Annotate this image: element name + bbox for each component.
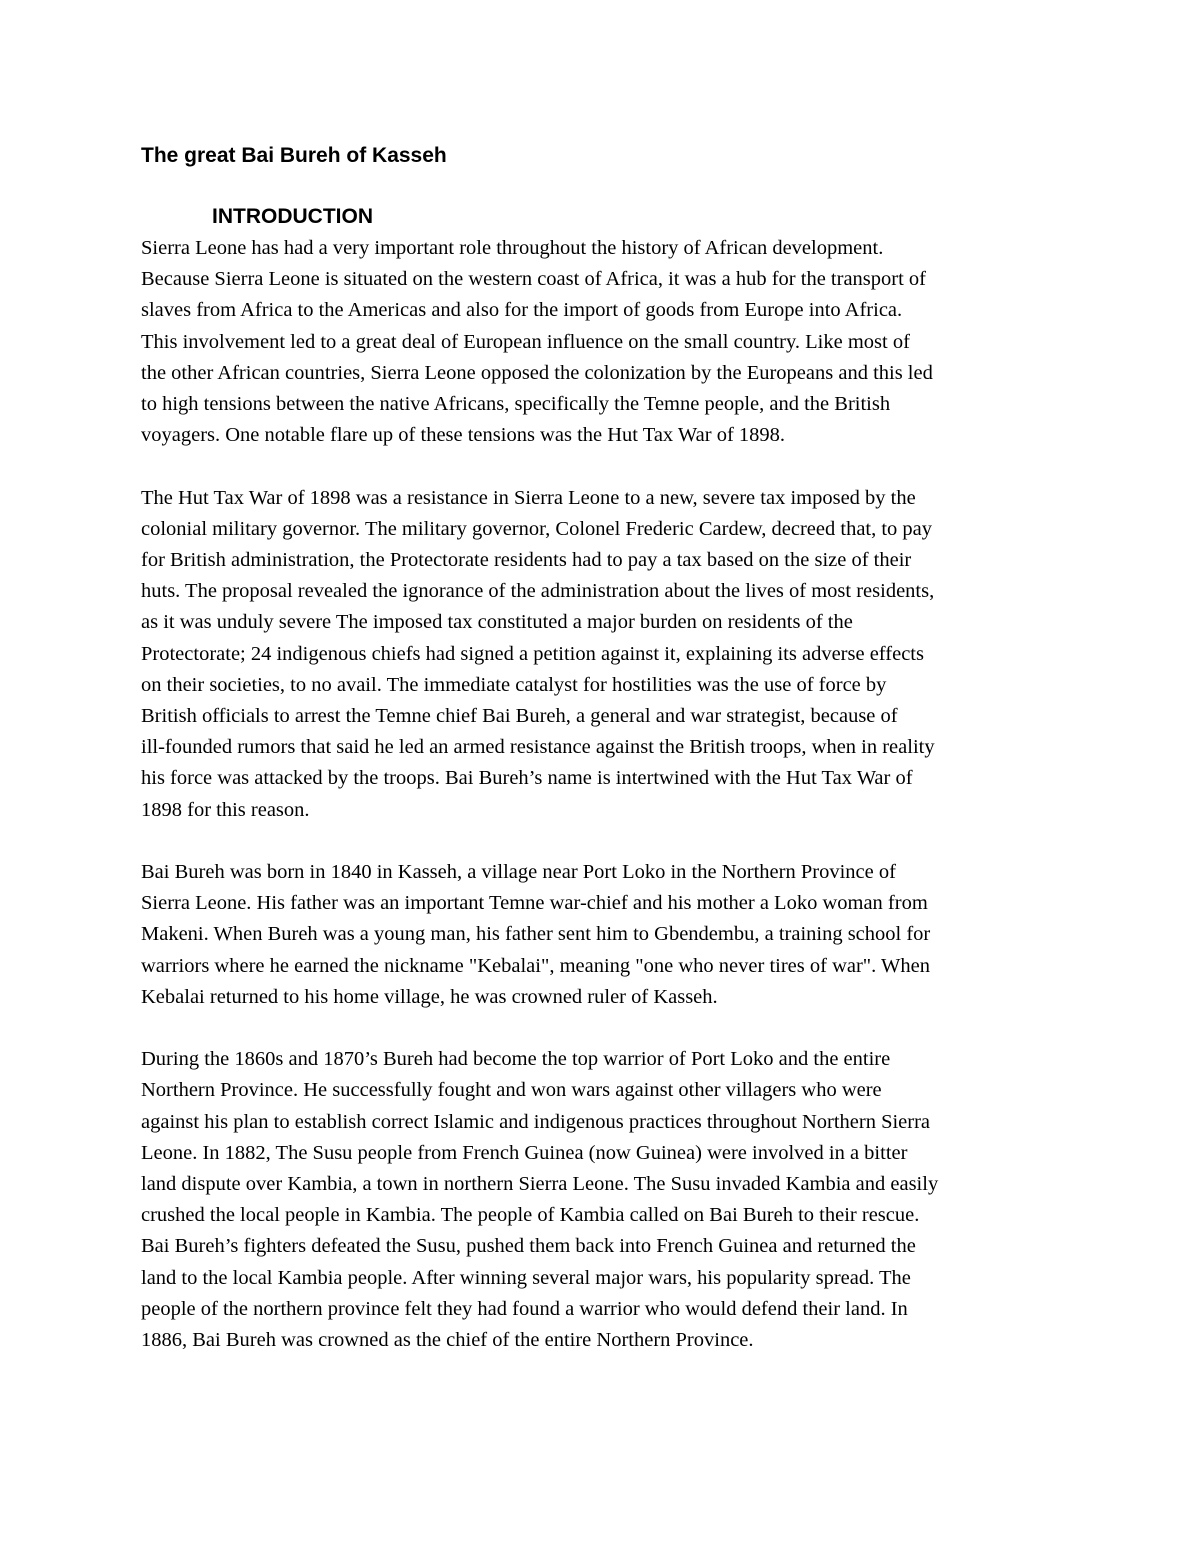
- text-line: 1886, Bai Bureh was crowned as the chief of the entire Northern Province.: [141, 1329, 754, 1352]
- text-line: to high tensions between the native Africans, specifically the Temne people, and the British: [141, 393, 891, 416]
- text-line: warriors where he earned the nickname "Kebalai", meaning "one who never tires of war". When: [141, 954, 930, 977]
- document-title: The great Bai Bureh of Kasseh: [141, 144, 447, 167]
- document-body: [141, 233, 1101, 1387]
- text-line: Kebalai returned to his home village, he was crowned ruler of Kasseh.: [141, 985, 718, 1008]
- text-line: Bai Bureh was born in 1840 in Kasseh, a village near Port Loko in the Northern Province of: [141, 861, 896, 884]
- text-line: on their societies, to no avail. The immediate catalyst for hostilities was the use of force by: [141, 673, 887, 696]
- text-line: against his plan to establish correct Islamic and indigenous practices throughout Northern Sierra: [141, 1110, 931, 1133]
- text-line: for British administration, the Protectorate residents had to pay a tax based on the size of their: [141, 549, 912, 572]
- text-line: people of the northern province felt they had found a warrior who would defend their land. In: [141, 1297, 908, 1320]
- text-line: The Hut Tax War of 1898 was a resistance in Sierra Leone to a new, severe tax imposed by the: [141, 486, 916, 509]
- text-line: his force was attacked by the troops. Bai Bureh’s name is intertwined with the Hut Tax War of: [141, 767, 913, 790]
- paragraph: [141, 483, 1101, 826]
- text-line: land to the local Kambia people. After winning several major wars, his popularity spread. The: [141, 1266, 911, 1289]
- text-line: Northern Province. He successfully fought and won wars against other villagers who were: [141, 1079, 882, 1102]
- text-line: land dispute over Kambia, a town in northern Sierra Leone. The Susu invaded Kambia and easily: [141, 1173, 939, 1196]
- text-line: Leone. In 1882, The Susu people from French Guinea (now Guinea) were involved in a bitter: [141, 1141, 908, 1164]
- text-line: Because Sierra Leone is situated on the western coast of Africa, it was a hub for the transport of: [141, 268, 927, 291]
- text-line: the other African countries, Sierra Leone opposed the colonization by the Europeans and this led: [141, 361, 933, 384]
- paragraph: [141, 1044, 1101, 1356]
- text-line: slaves from Africa to the Americas and also for the import of goods from Europe into Africa.: [141, 299, 903, 322]
- text-line: ill-founded rumors that said he led an armed resistance against the British troops, when in reality: [141, 736, 935, 759]
- text-line: as it was unduly severe The imposed tax constituted a major burden on residents of the: [141, 611, 853, 634]
- section-heading-introduction: INTRODUCTION: [212, 205, 373, 228]
- text-line: huts. The proposal revealed the ignorance of the administration about the lives of most residents,: [141, 580, 935, 603]
- text-line: This involvement led to a great deal of European influence on the small country. Like most of: [141, 330, 910, 353]
- text-line: Makeni. When Bureh was a young man, his father sent him to Gbendembu, a training school for: [141, 923, 931, 946]
- text-line: Bai Bureh’s fighters defeated the Susu, pushed them back into French Guinea and returned the: [141, 1235, 916, 1258]
- text-line: voyagers. One notable flare up of these tensions was the Hut Tax War of 1898.: [141, 424, 786, 447]
- text-line: colonial military governor. The military governor, Colonel Frederic Cardew, decreed that, to pay: [141, 517, 933, 540]
- text-line: Sierra Leone. His father was an important Temne war-chief and his mother a Loko woman from: [141, 892, 928, 915]
- paragraph: [141, 857, 1101, 1013]
- paragraph: [141, 233, 1101, 451]
- text-line: Sierra Leone has had a very important role throughout the history of African development.: [141, 237, 884, 259]
- text-line: During the 1860s and 1870’s Bureh had become the top warrior of Port Loko and the entire: [141, 1048, 891, 1071]
- text-line: 1898 for this reason.: [141, 798, 310, 821]
- text-line: British officials to arrest the Temne chief Bai Bureh, a general and war strategist, because of: [141, 705, 898, 728]
- text-line: crushed the local people in Kambia. The people of Kambia called on Bai Bureh to their rescue.: [141, 1204, 920, 1227]
- text-line: Protectorate; 24 indigenous chiefs had signed a petition against it, explaining its adverse effects: [141, 642, 924, 665]
